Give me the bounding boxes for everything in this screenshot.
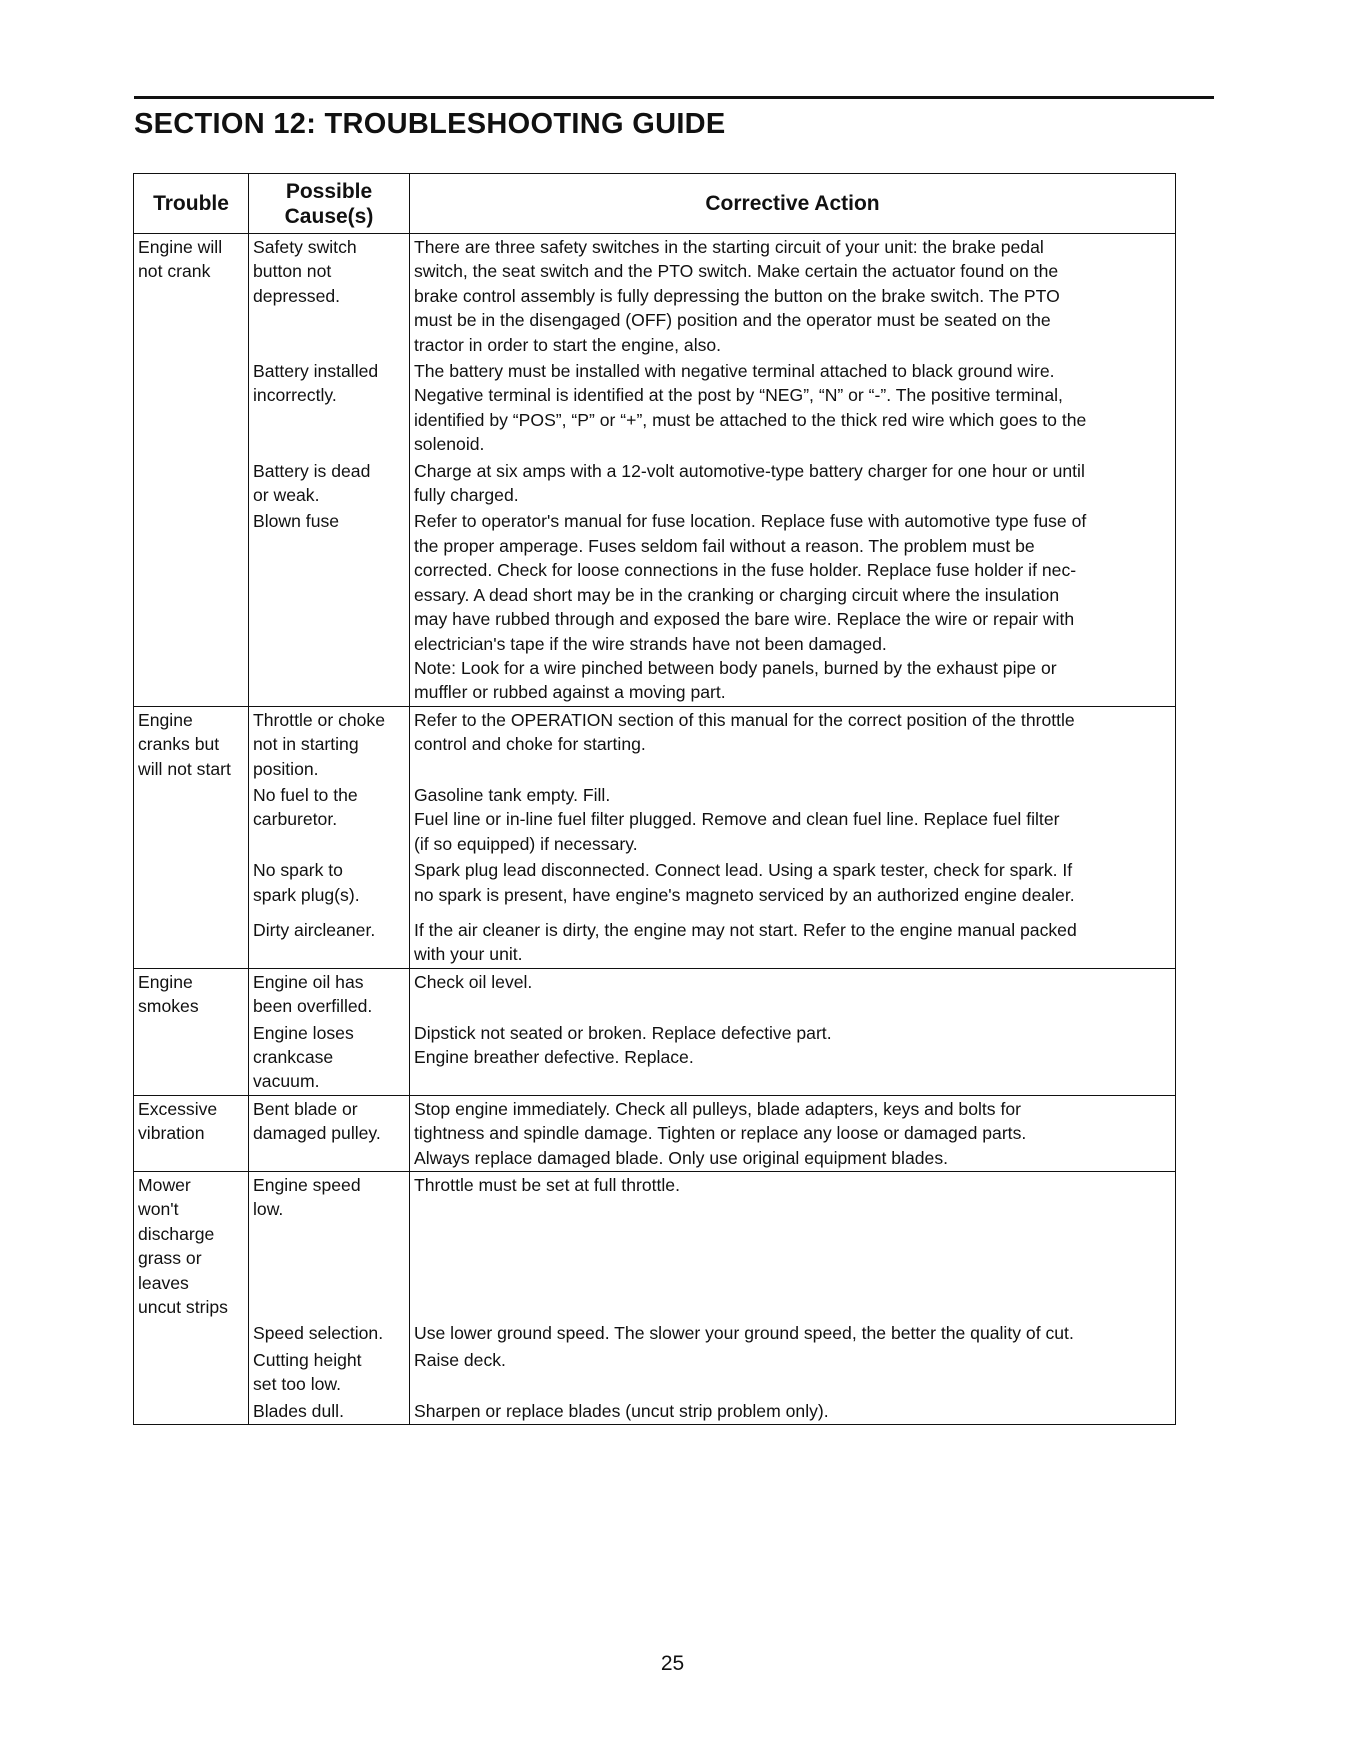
cause-line: Cutting height bbox=[253, 1349, 362, 1370]
trouble-line: Engine bbox=[138, 709, 193, 730]
table-row bbox=[134, 782, 1176, 857]
cause-cell bbox=[249, 1020, 410, 1096]
trouble-cell bbox=[134, 782, 249, 857]
action-cell bbox=[410, 1320, 1176, 1346]
trouble-line: not crank bbox=[138, 261, 211, 282]
trouble-line: Engine will bbox=[138, 237, 223, 257]
action-line: Negative terminal is identified at the post by “NEG”, “N” or “-”. The positive terminal, bbox=[414, 385, 1063, 406]
cause-cell bbox=[249, 1347, 410, 1398]
trouble-line: discharge bbox=[138, 1223, 215, 1244]
action-line: Use lower ground speed. The slower your ground speed, the better the quality of cut. bbox=[414, 1323, 1074, 1344]
action-line: identified by “POS”, “P” or “+”, must be attached to the thick red wire which goes to the bbox=[414, 409, 1087, 430]
cause-line: not in starting bbox=[253, 734, 359, 755]
trouble-line: grass or bbox=[138, 1248, 202, 1269]
cause-line: Battery installed bbox=[253, 361, 379, 382]
cause-line: spark plug(s). bbox=[253, 884, 360, 905]
action-line: Dipstick not seated or broken. Replace defective part. bbox=[414, 1022, 832, 1043]
cause-line: incorrectly. bbox=[253, 385, 337, 406]
cause-cell bbox=[249, 706, 410, 782]
cause-cell bbox=[249, 968, 410, 1019]
action-line: Spark plug lead disconnected. Connect lead. Using a spark tester, check for spark. If bbox=[414, 860, 1073, 881]
trouble-cell bbox=[134, 1320, 249, 1346]
table-row bbox=[134, 358, 1176, 458]
action-line: control and choke for starting. bbox=[414, 734, 646, 755]
table-row bbox=[134, 908, 1176, 968]
cause-line: vacuum. bbox=[253, 1071, 320, 1092]
header-rule bbox=[134, 96, 1214, 99]
cause-cell bbox=[249, 1095, 410, 1171]
action-cell bbox=[410, 358, 1176, 458]
trouble-cell bbox=[134, 908, 249, 968]
action-line: essary. A dead short may be in the cranking or charging circuit where the insulation bbox=[414, 584, 1060, 605]
action-line: must be in the disengaged (OFF) position and the operator must be seated on the bbox=[414, 310, 1051, 331]
action-line: Refer to operator's manual for fuse location. Replace fuse with automotive type fuse of bbox=[414, 511, 1087, 532]
action-line: tractor in order to start the engine, also. bbox=[414, 334, 722, 355]
action-cell bbox=[410, 1020, 1176, 1096]
action-line: (if so equipped) if necessary. bbox=[414, 833, 638, 854]
cause-line: Battery is dead bbox=[253, 460, 371, 481]
troubleshooting-table bbox=[133, 173, 1176, 1425]
action-line: solenoid. bbox=[414, 434, 485, 455]
cause-cell bbox=[249, 782, 410, 857]
cause-line: button not bbox=[253, 261, 332, 282]
action-line: Check oil level. bbox=[414, 971, 533, 992]
action-cell bbox=[410, 1172, 1176, 1321]
trouble-cell bbox=[134, 1095, 249, 1171]
action-line: Note: Look for a wire pinched between body panels, burned by the exhaust pipe or bbox=[414, 657, 1057, 678]
cause-cell bbox=[249, 1320, 410, 1346]
action-line: Engine breather defective. Replace. bbox=[414, 1047, 694, 1067]
table-row bbox=[134, 857, 1176, 908]
action-cell bbox=[410, 1347, 1176, 1398]
action-line: Fuel line or in-line fuel filter plugged. Remove and clean fuel line. Replace fuel filter bbox=[414, 809, 1060, 830]
action-line: Always replace damaged blade. Only use original equipment blades. bbox=[414, 1147, 948, 1168]
cause-line: carburetor. bbox=[253, 809, 338, 830]
action-line: muffler or rubbed against a moving part. bbox=[414, 682, 726, 703]
action-line: Refer to the OPERATION section of this manual for the correct position of the throttle bbox=[414, 709, 1075, 730]
trouble-cell bbox=[134, 358, 249, 458]
cause-line: crankcase bbox=[253, 1047, 334, 1067]
table-row bbox=[134, 1095, 1176, 1171]
action-line: corrected. Check for loose connections in the fuse holder. Replace fuse holder if nec- bbox=[414, 560, 1077, 581]
header-trouble: Trouble bbox=[134, 174, 249, 234]
cause-line: Bent blade or bbox=[253, 1098, 358, 1119]
action-cell bbox=[410, 508, 1176, 706]
cause-cell bbox=[249, 234, 410, 359]
cause-line: Engine oil has bbox=[253, 971, 364, 992]
section-title: SECTION 12: TROUBLESHOOTING GUIDE bbox=[134, 108, 726, 140]
trouble-cell bbox=[134, 1347, 249, 1398]
action-cell bbox=[410, 857, 1176, 908]
trouble-cell bbox=[134, 1172, 249, 1321]
cause-cell bbox=[249, 358, 410, 458]
table-row bbox=[134, 234, 1176, 359]
trouble-line: smokes bbox=[138, 996, 199, 1017]
table-row bbox=[134, 1347, 1176, 1398]
cause-line: Speed selection. bbox=[253, 1323, 384, 1344]
action-line: may have rubbed through and exposed the bare wire. Replace the wire or repair with bbox=[414, 609, 1075, 630]
trouble-cell bbox=[134, 1020, 249, 1096]
action-line: tightness and spindle damage. Tighten or replace any loose or damaged parts. bbox=[414, 1123, 1027, 1144]
action-cell bbox=[410, 234, 1176, 359]
action-line: There are three safety switches in the starting circuit of your unit: the brake pedal bbox=[414, 237, 1044, 257]
header-corrective-action: Corrective Action bbox=[410, 174, 1176, 234]
trouble-cell bbox=[134, 706, 249, 782]
action-line: The battery must be installed with negative terminal attached to black ground wire. bbox=[414, 361, 1055, 382]
action-cell bbox=[410, 458, 1176, 509]
action-line: electrician's tape if the wire strands have not been damaged. bbox=[414, 633, 887, 654]
cause-cell bbox=[249, 908, 410, 968]
table-row bbox=[134, 706, 1176, 782]
trouble-cell bbox=[134, 458, 249, 509]
action-line: no spark is present, have engine's magneto serviced by an authorized engine dealer. bbox=[414, 884, 1075, 905]
page-number: 25 bbox=[660, 1652, 685, 1675]
table-row bbox=[134, 1398, 1176, 1425]
trouble-line: will not start bbox=[138, 758, 231, 779]
cause-cell bbox=[249, 508, 410, 706]
trouble-cell bbox=[134, 1398, 249, 1425]
cause-line: Engine loses bbox=[253, 1022, 354, 1043]
trouble-line: vibration bbox=[138, 1123, 205, 1144]
action-cell bbox=[410, 782, 1176, 857]
action-cell bbox=[410, 908, 1176, 968]
cause-cell bbox=[249, 1172, 410, 1321]
cause-line: No fuel to the bbox=[253, 784, 358, 805]
action-line: Throttle must be set at full throttle. bbox=[414, 1175, 680, 1196]
cause-line: Engine speed bbox=[253, 1175, 361, 1196]
header-cause-line2: Cause(s) bbox=[284, 204, 374, 228]
cause-cell bbox=[249, 857, 410, 908]
table-row bbox=[134, 1020, 1176, 1096]
action-cell bbox=[410, 706, 1176, 782]
action-line: the proper amperage. Fuses seldom fail without a reason. The problem must be bbox=[414, 535, 1035, 556]
action-line: brake control assembly is fully depressing the button on the brake switch. The PTO bbox=[414, 285, 1060, 306]
cause-line: Dirty aircleaner. bbox=[253, 919, 376, 940]
action-line: switch, the seat switch and the PTO switch. Make certain the actuator found on the bbox=[414, 261, 1059, 282]
cause-line: depressed. bbox=[253, 285, 341, 306]
cause-line: Blades dull. bbox=[253, 1400, 344, 1421]
trouble-line: leaves bbox=[138, 1272, 189, 1293]
table-row bbox=[134, 458, 1176, 509]
table-header-row bbox=[134, 174, 1176, 234]
cause-line: low. bbox=[253, 1199, 284, 1220]
action-line: Raise deck. bbox=[414, 1349, 506, 1370]
cause-cell bbox=[249, 458, 410, 509]
trouble-line: Mower bbox=[138, 1175, 191, 1196]
action-line: fully charged. bbox=[414, 485, 519, 506]
header-possible-causes bbox=[249, 174, 410, 234]
trouble-cell bbox=[134, 968, 249, 1019]
table-row bbox=[134, 1320, 1176, 1346]
trouble-line: won't bbox=[138, 1199, 179, 1220]
table-row bbox=[134, 968, 1176, 1019]
trouble-cell bbox=[134, 508, 249, 706]
action-cell bbox=[410, 1095, 1176, 1171]
trouble-cell bbox=[134, 857, 249, 908]
action-cell bbox=[410, 968, 1176, 1019]
action-line: Charge at six amps with a 12-volt automotive-type battery charger for one hour or until bbox=[414, 460, 1085, 481]
action-line: If the air cleaner is dirty, the engine may not start. Refer to the engine manual packed bbox=[414, 919, 1077, 940]
action-line: Stop engine immediately. Check all pulleys, blade adapters, keys and bolts for bbox=[414, 1098, 1021, 1119]
action-line: Sharpen or replace blades (uncut strip problem only). bbox=[414, 1400, 829, 1421]
cause-line: Safety switch bbox=[253, 237, 357, 257]
trouble-line: Excessive bbox=[138, 1098, 218, 1119]
cause-cell bbox=[249, 1398, 410, 1425]
cause-line: Throttle or choke bbox=[253, 709, 386, 730]
trouble-cell bbox=[134, 234, 249, 359]
table-row bbox=[134, 508, 1176, 706]
trouble-line: Engine bbox=[138, 971, 193, 992]
table-row bbox=[134, 1172, 1176, 1321]
cause-line: or weak. bbox=[253, 485, 320, 506]
cause-line: Blown fuse bbox=[253, 511, 340, 532]
header-cause-line1: Possible bbox=[285, 179, 373, 203]
cause-line: damaged pulley. bbox=[253, 1123, 381, 1144]
action-line: Gasoline tank empty. Fill. bbox=[414, 784, 611, 805]
trouble-line: cranks but bbox=[138, 734, 220, 755]
action-line: with your unit. bbox=[414, 944, 523, 965]
action-cell bbox=[410, 1398, 1176, 1425]
cause-line: No spark to bbox=[253, 860, 343, 881]
cause-line: position. bbox=[253, 758, 319, 779]
cause-line: been overfilled. bbox=[253, 996, 373, 1017]
trouble-line: uncut strips bbox=[138, 1297, 228, 1318]
cause-line: set too low. bbox=[253, 1374, 342, 1395]
